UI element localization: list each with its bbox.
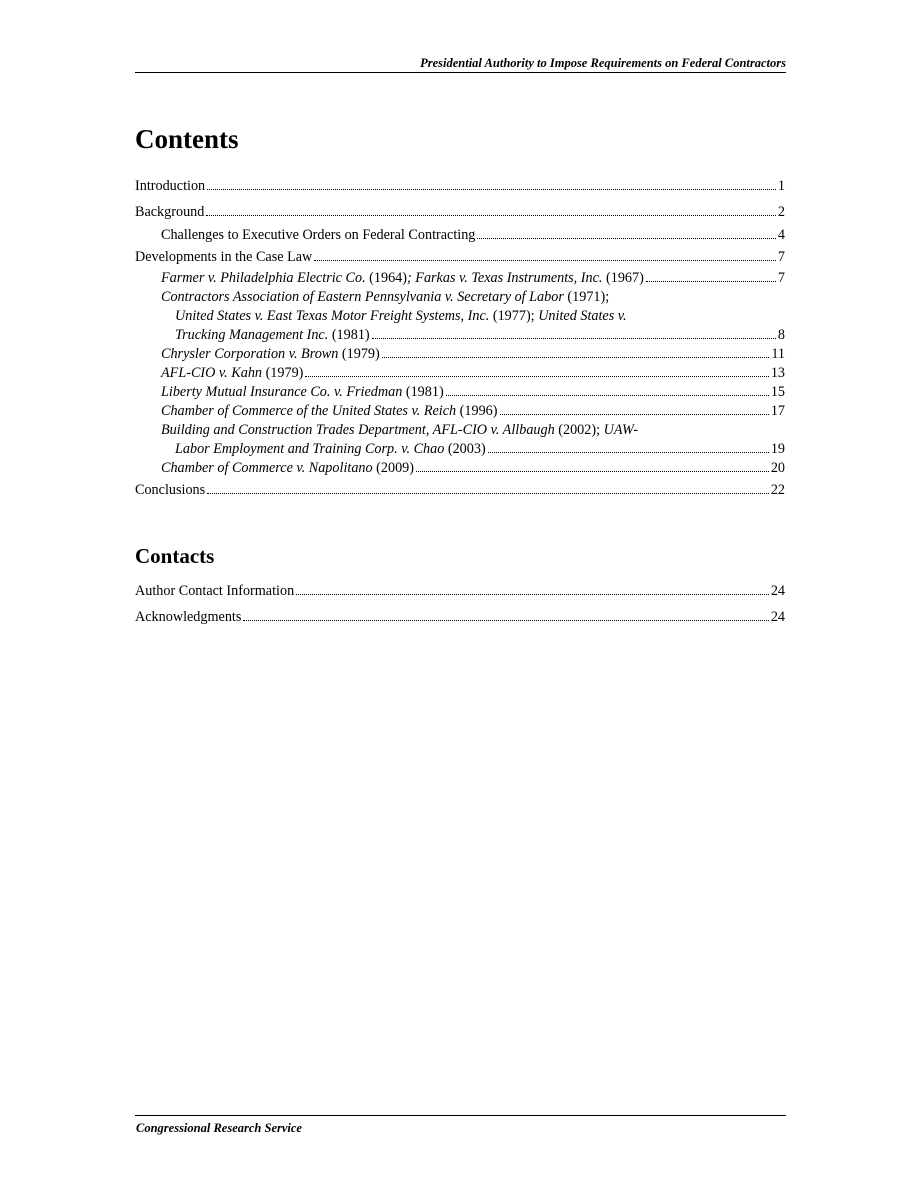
toc-entry-line: Building and Construction Trades Department, AFL-CIO v. Allbaugh (2002); UAW- <box>161 422 638 438</box>
toc-entry-title: Chamber of Commerce v. Napolitano (2009) <box>161 460 414 476</box>
toc-page-number: 1 <box>777 178 785 194</box>
toc-entry-title: Developments in the Case Law <box>135 249 313 265</box>
running-header: Presidential Authority to Impose Requirements on Federal Contractors <box>420 56 786 70</box>
toc-entry-title: Chrysler Corporation v. Brown (1979) <box>161 346 380 362</box>
table-of-contents <box>135 177 785 500</box>
dot-leader <box>382 357 770 358</box>
toc-entry-conclusions[interactable] <box>135 481 785 500</box>
toc-page-number: 15 <box>770 384 785 400</box>
toc-page-number: 22 <box>770 482 785 498</box>
toc-page-number: 7 <box>777 249 785 265</box>
dot-leader <box>500 414 769 415</box>
toc-entry-building[interactable] <box>135 421 785 459</box>
contacts-title: Contacts <box>135 544 215 568</box>
toc-entry-title: Conclusions <box>135 482 206 498</box>
toc-entry-title: AFL-CIO v. Kahn (1979) <box>161 365 304 381</box>
dot-leader <box>207 493 769 494</box>
toc-page-number: 24 <box>770 583 785 599</box>
toc-page-number: 8 <box>777 327 785 343</box>
toc-entry-acknowledgments[interactable] <box>135 608 785 627</box>
toc-entry-contractors[interactable] <box>135 288 785 345</box>
toc-page-number: 7 <box>777 270 785 286</box>
dot-leader <box>446 395 769 396</box>
toc-entry-challenges[interactable] <box>135 226 785 245</box>
footer-rule <box>135 1115 786 1116</box>
toc-page-number: 2 <box>777 204 785 220</box>
toc-entry-napolitano[interactable] <box>135 459 785 478</box>
toc-page-number: 17 <box>770 403 785 419</box>
toc-entry-title: Chamber of Commerce of the United States v. Reich (1996) <box>161 403 498 419</box>
dot-leader <box>372 338 776 339</box>
toc-page-number: 24 <box>770 609 785 625</box>
dot-leader <box>206 215 776 216</box>
toc-page-number: 11 <box>771 346 785 362</box>
dot-leader <box>207 189 776 190</box>
toc-entry-line: Contractors Association of Eastern Pennsylvania v. Secretary of Labor (1971); <box>161 289 610 305</box>
toc-entry-title: Background <box>135 204 205 220</box>
dot-leader <box>305 376 768 377</box>
toc-entry-line: Labor Employment and Training Corp. v. Chao (2003) 19 <box>175 441 785 457</box>
header-rule <box>135 72 786 73</box>
toc-entry-liberty[interactable] <box>135 383 785 402</box>
toc-entry-title: Author Contact Information <box>135 583 295 599</box>
toc-entry-title: Introduction <box>135 178 206 194</box>
toc-entry-author-contact[interactable] <box>135 582 785 601</box>
toc-entry-title: Challenges to Executive Orders on Federal Contracting <box>161 227 476 243</box>
dot-leader <box>477 238 776 239</box>
contacts-list <box>135 582 785 627</box>
toc-entry-chrysler[interactable] <box>135 345 785 364</box>
toc-entry-title: Acknowledgments <box>135 609 242 625</box>
dot-leader <box>488 452 769 453</box>
toc-entry-background[interactable] <box>135 203 785 222</box>
dot-leader <box>296 594 769 595</box>
toc-entry-introduction[interactable] <box>135 177 785 196</box>
toc-entry-line: Trucking Management Inc. (1981) 8 <box>175 327 785 343</box>
dot-leader <box>243 620 768 621</box>
toc-entry-title: Farmer v. Philadelphia Electric Co. (1964); Farkas v. Texas Instruments, Inc. (1967) <box>161 270 644 286</box>
dot-leader <box>416 471 769 472</box>
toc-entry-title: Liberty Mutual Insurance Co. v. Friedman (1981) <box>161 384 444 400</box>
toc-page-number: 4 <box>777 227 785 243</box>
toc-entry-aflcio[interactable] <box>135 364 785 383</box>
toc-page-number: 13 <box>770 365 785 381</box>
toc-entry-developments[interactable] <box>135 248 785 267</box>
toc-entry-line: United States v. East Texas Motor Freight Systems, Inc. (1977); United States v. <box>175 308 627 324</box>
toc-entry-chamber-reich[interactable] <box>135 402 785 421</box>
dot-leader <box>646 281 776 282</box>
toc-entry-farmer[interactable] <box>135 269 785 288</box>
dot-leader <box>314 260 776 261</box>
contents-title: Contents <box>135 124 239 154</box>
page-footer: Congressional Research Service <box>136 1121 302 1135</box>
toc-page-number: 19 <box>770 441 785 457</box>
toc-page-number: 20 <box>770 460 785 476</box>
